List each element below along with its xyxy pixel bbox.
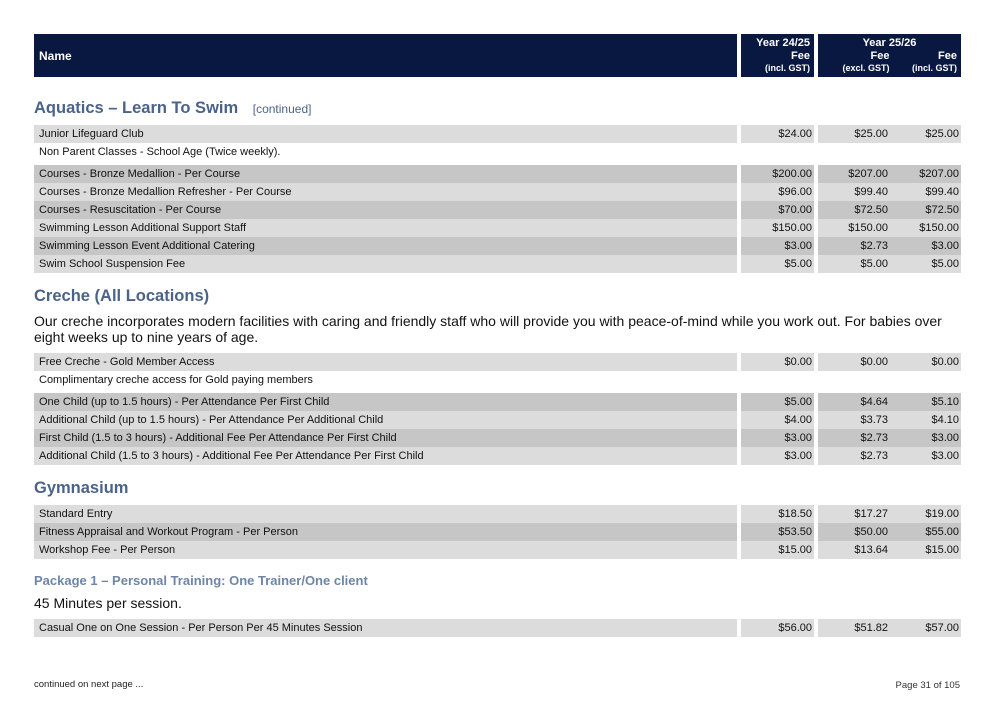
row-name: Additional Child (up to 1.5 hours) - Per Attendance Per Additional Child xyxy=(34,411,737,429)
row-fee-24-25: $150.00 xyxy=(741,219,814,237)
row-fee-excl: $2.73 xyxy=(818,447,890,465)
row-fee-incl: $150.00 xyxy=(890,219,961,237)
table-row xyxy=(34,237,960,255)
row-fee-excl: $5.00 xyxy=(818,255,890,273)
table-row xyxy=(34,125,960,143)
row-name: One Child (up to 1.5 hours) - Per Attendance Per First Child xyxy=(34,393,737,411)
row-fee-excl: $3.73 xyxy=(818,411,890,429)
row-fee-excl: $4.64 xyxy=(818,393,890,411)
row-name: Swimming Lesson Event Additional Catering xyxy=(34,237,737,255)
row-fee-24-25: $18.50 xyxy=(741,505,814,523)
header-year-25-26 xyxy=(818,34,961,77)
row-fee-incl: $72.50 xyxy=(890,201,961,219)
header-incl-label: (incl. GST) xyxy=(765,63,810,73)
row-fee-incl: $5.10 xyxy=(890,393,961,411)
table-row xyxy=(34,353,960,371)
row-fee-excl: $0.00 xyxy=(818,353,890,371)
row-fee-excl: $25.00 xyxy=(818,125,890,143)
row-fee-excl: $207.00 xyxy=(818,165,890,183)
row-fee-24-25: $15.00 xyxy=(741,541,814,559)
table-row xyxy=(34,393,960,411)
row-name: Workshop Fee - Per Person xyxy=(34,541,737,559)
row-fee-incl: $25.00 xyxy=(890,125,961,143)
row-fee-excl: $17.27 xyxy=(818,505,890,523)
row-name: Swimming Lesson Additional Support Staff xyxy=(34,219,737,237)
table-row xyxy=(34,255,960,273)
fee-schedule-page xyxy=(34,34,960,637)
table-row xyxy=(34,429,960,447)
row-fee-excl: $150.00 xyxy=(818,219,890,237)
row-name: Courses - Bronze Medallion - Per Course xyxy=(34,165,737,183)
row-fee-incl: $4.10 xyxy=(890,411,961,429)
row-fee-24-25: $70.00 xyxy=(741,201,814,219)
package-description: 45 Minutes per session. xyxy=(34,595,182,611)
header-year-24-25 xyxy=(741,34,814,77)
page-number: Page 31 of 105 xyxy=(895,680,960,691)
creche-rows-2 xyxy=(34,393,960,465)
row-fee-incl: $3.00 xyxy=(890,447,961,465)
row-name: First Child (1.5 to 3 hours) - Additional Fee Per Attendance Per First Child xyxy=(34,429,737,447)
section-title-gymnasium: Gymnasium xyxy=(34,479,129,497)
row-name: Fitness Appraisal and Workout Program - Per Person xyxy=(34,523,737,541)
table-row xyxy=(34,201,960,219)
row-name: Junior Lifeguard Club xyxy=(34,125,737,143)
row-name: Free Creche - Gold Member Access xyxy=(34,353,737,371)
row-fee-incl: $3.00 xyxy=(890,237,961,255)
gymnasium-rows xyxy=(34,505,960,559)
header-year2-label: Year 25/26 xyxy=(862,37,917,49)
row-fee-24-25: $96.00 xyxy=(741,183,814,201)
package-title: Package 1 – Personal Training: One Trainer/One client xyxy=(34,573,368,588)
row-fee-excl: $72.50 xyxy=(818,201,890,219)
table-row xyxy=(34,219,960,237)
table-row xyxy=(34,541,960,559)
row-fee-24-25: $4.00 xyxy=(741,411,814,429)
creche-rows-1 xyxy=(34,353,960,371)
row-fee-24-25: $24.00 xyxy=(741,125,814,143)
row-fee-excl: $51.82 xyxy=(818,619,890,637)
aquatics-note: Non Parent Classes - School Age (Twice weekly). xyxy=(39,146,281,158)
row-fee-incl: $0.00 xyxy=(890,353,961,371)
header-incl-label: (incl. GST) xyxy=(912,63,957,73)
header-excl-label: (excl. GST) xyxy=(842,63,890,73)
row-name: Additional Child (1.5 to 3 hours) - Additional Fee Per Attendance Per First Child xyxy=(34,447,737,465)
aquatics-title: Aquatics – Learn To Swim xyxy=(34,99,239,117)
row-fee-incl: $3.00 xyxy=(890,429,961,447)
continued-note: continued on next page ... xyxy=(34,679,144,690)
table-row xyxy=(34,505,960,523)
row-name: Casual One on One Session - Per Person Per 45 Minutes Session xyxy=(34,619,737,637)
row-fee-24-25: $5.00 xyxy=(741,255,814,273)
package-rows xyxy=(34,619,960,637)
header-year1-label: Year 24/25 xyxy=(756,37,810,49)
row-fee-excl: $2.73 xyxy=(818,237,890,255)
row-fee-excl: $2.73 xyxy=(818,429,890,447)
table-row xyxy=(34,619,960,637)
row-fee-24-25: $200.00 xyxy=(741,165,814,183)
row-name: Courses - Bronze Medallion Refresher - Per Course xyxy=(34,183,737,201)
row-fee-incl: $55.00 xyxy=(890,523,961,541)
row-fee-excl: $50.00 xyxy=(818,523,890,541)
row-fee-incl: $5.00 xyxy=(890,255,961,273)
table-row xyxy=(34,165,960,183)
creche-description: Our creche incorporates modern facilities with caring and friendly staff who will provide you with peace-of-mind while you work out. For babies over eight weeks up to nine years of age. xyxy=(34,313,942,345)
row-fee-incl: $19.00 xyxy=(890,505,961,523)
row-fee-24-25: $56.00 xyxy=(741,619,814,637)
aquatics-rows-1 xyxy=(34,125,960,143)
creche-note: Complimentary creche access for Gold paying members xyxy=(39,374,313,386)
table-row xyxy=(34,183,960,201)
aquatics-rows-2 xyxy=(34,165,960,273)
row-name: Courses - Resuscitation - Per Course xyxy=(34,201,737,219)
continued-tag: [continued] xyxy=(252,102,312,116)
table-header xyxy=(34,34,960,77)
row-fee-excl: $99.40 xyxy=(818,183,890,201)
row-fee-24-25: $5.00 xyxy=(741,393,814,411)
row-fee-incl: $57.00 xyxy=(890,619,961,637)
row-fee-incl: $99.40 xyxy=(890,183,961,201)
row-fee-incl: $207.00 xyxy=(890,165,961,183)
section-title-aquatics xyxy=(34,99,960,125)
row-name: Swim School Suspension Fee xyxy=(34,255,737,273)
row-fee-24-25: $53.50 xyxy=(741,523,814,541)
row-fee-24-25: $3.00 xyxy=(741,447,814,465)
header-name: Name xyxy=(34,34,737,77)
section-title-creche: Creche (All Locations) xyxy=(34,287,210,305)
header-fee-label: Fee xyxy=(870,50,890,62)
row-name: Standard Entry xyxy=(34,505,737,523)
header-fee-label: Fee xyxy=(938,50,957,62)
row-fee-24-25: $0.00 xyxy=(741,353,814,371)
table-row xyxy=(34,411,960,429)
row-fee-incl: $15.00 xyxy=(890,541,961,559)
row-fee-24-25: $3.00 xyxy=(741,429,814,447)
table-row xyxy=(34,523,960,541)
row-fee-24-25: $3.00 xyxy=(741,237,814,255)
header-fee-label: Fee xyxy=(791,50,810,62)
row-fee-excl: $13.64 xyxy=(818,541,890,559)
table-row xyxy=(34,447,960,465)
